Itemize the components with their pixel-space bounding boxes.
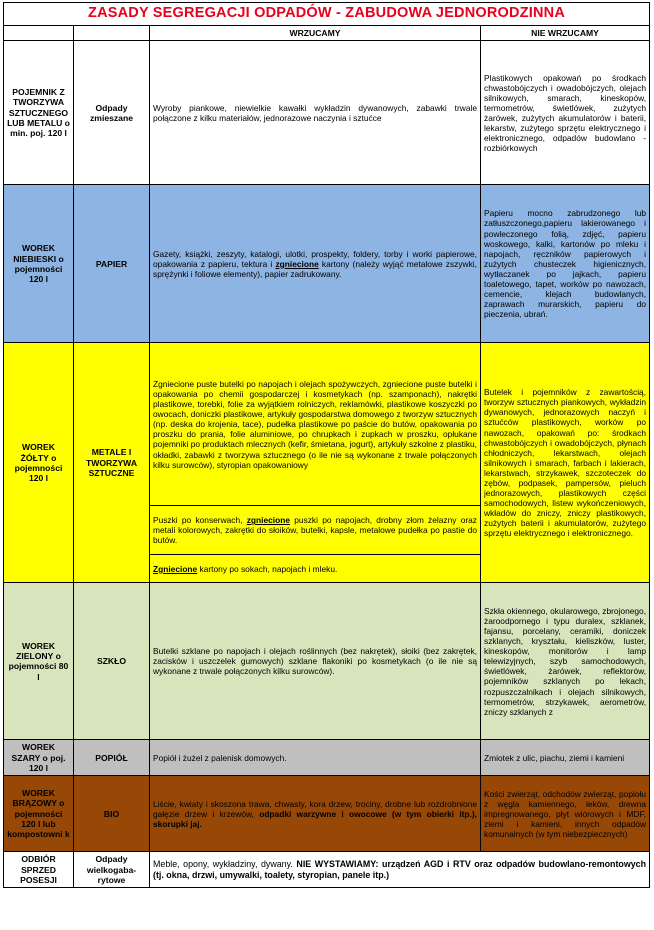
header-notput: NIE WRZUCAMY	[481, 26, 650, 41]
row-bio	[4, 776, 650, 852]
notput-cell: Zmiotek z ulic, piachu, ziemi i kamieni	[481, 740, 650, 776]
container-label: WOREK SZARY o poj. 120 l	[4, 740, 74, 776]
page-title: ZASADY SEGREGACJI ODPADÓW - ZABUDOWA JEDNORODZINNA	[4, 3, 650, 26]
put-text: Meble, opony, wykładziny, dywany.	[153, 859, 297, 870]
container-label: WOREK BRĄZOWY o pojemności 120 l lub kompostowni k	[4, 776, 74, 852]
put-cell	[150, 185, 481, 343]
category-label: METALE I TWORZYWA SZTUCZNE	[74, 343, 150, 583]
put-text: Gazety, książki, zeszyty, katalogi, ulotki, prospekty, foldery, torby i worki papierowe, opakowania z papieru, tektura i	[153, 248, 477, 269]
put-text-cont: kartony po sokach, napojach i mleku.	[197, 563, 338, 574]
category-label: SZKŁO	[74, 583, 150, 740]
category-label: Odpady wielkogaba-rytowe	[74, 852, 150, 888]
notput-cell: Butelek i pojemników z zawartością, tworzyw sztucznych piankowych, wykładzin dywanowych, jednorazowych naczyń i sztućców plastikowych, worków po nawozach, opakowań po: środkach chwastobójczych i owadobójczych, płynach chłodniczych, lekarstwach, olejach silnikowych i smarach, farbach i lakierach, lekarstwach, strzykawek, szczoteczek do zębów, podpasek, pampersów, pieluch jednorazowych, plastikowych części samochodowych, listew wykończeniowych, wkładów do zniczy, zniczy plastikowych, zużytych baterii i akumulatorów, zużytego sprzętu elektrycznego i elektronicznego.	[481, 343, 650, 583]
put-cell-metals	[150, 506, 481, 555]
container-label: WOREK NIEBIESKI o pojemności 120 l	[4, 185, 74, 343]
header-put: WRZUCAMY	[150, 26, 481, 41]
category-label: BIO	[74, 776, 150, 852]
row-mixed	[4, 41, 650, 185]
container-label: ODBIÓR SPRZED POSESJI	[4, 852, 74, 888]
put-emphasis: zgniecione	[246, 515, 290, 526]
category-label: POPIÓŁ	[74, 740, 150, 776]
row-paper	[4, 185, 650, 343]
notput-cell: Kości zwierząt, odchodów zwierząt, popiołu z węgla kamiennego, leków, drewna impregnowanego, płyt wiórowych i MDF, ziemi i kamieni, innych odpadów komunalnych (w tym niebezpiecznych)	[481, 776, 650, 852]
put-emphasis: Zgniecione	[153, 563, 198, 574]
header-empty-1	[4, 26, 74, 41]
put-cell	[150, 776, 481, 852]
put-emphasis: NIE WYSTAWIAMY: urządzeń AGD i RTV oraz odpadów budowlano-remontowych (tj. okna, drzwi, umywalki, toalety, styropian, panele itp.)	[153, 859, 647, 880]
notput-cell: Plastikowych opakowań po środkach chwastobójczych i owadobójczych, olejach silnikowych, smarach, kineskopów, termometrów, świetlówek, zużytych żarówek, zużytych akumulatorów i baterii, lekarstw, zużytego sprzętu elektrycznego i elektronicznego, odpadów budowlano - rozbiórkowych	[481, 41, 650, 185]
put-cell-cartons	[150, 555, 481, 583]
row-metal-plastic	[4, 343, 650, 506]
category-label: PAPIER	[74, 185, 150, 343]
category-label: Odpady zmieszane	[74, 41, 150, 185]
segregation-table	[3, 2, 650, 888]
notput-cell: Szkła okiennego, okularowego, zbrojonego, żaroodpornego i typu duralex, szklanek, fajansu, porcelany, ceramiki, doniczek szklanych, kryształu, kieliszków, luster, kineskopów, monitorów i lamp telewizyjnych, szyb samochodowych, świetlówek, żarówek, reflektorów, pojemników szklanych po lekach, rozpuszczalnikach i olejach silnikowych, termometrów, strzykawek, aerometrów, zniczy szklanych z	[481, 583, 650, 740]
container-label: POJEMNIK Z TWORZYWA SZTUCZNEGO LUB METALU o min. poj. 120 l	[4, 41, 74, 185]
put-text-cont: puszki po napojach, drobny złom żelazny oraz metali kolorowych, zakrętki do słoików, butelki, kapsle, metalowe pudełka po pastie do butów.	[153, 515, 477, 546]
put-cell-plastics: Zgniecione puste butelki po napojach i olejach spożywczych, zgniecione puste butelki i opakowania po chemii gospodarczej i kosmetykach (np. szamponach), nakrętki plastikowe, torebki, folie za wyjątkiem rolniczych, reklamówki, plastikowe koszyczki po owocach, doniczki plastikowe, artykuły gospodarstwa domowego z tworzyw sztucznych (np. deska do krojenia, tace), pudełka plastikowe po paście do butów, opakowania po proszku do prania, folie aluminiowe, po chrupkach i zupkach w proszku, opłukane pojemniki po produktach mlecznych (kefir, śmietana, jogurt), artykuły szkolne z plastiku, okładki, zabawki z tworzywa sztucznego (o ile nie są wykonane z trwale połączonych kilku surowców), styropian opakowaniowy	[150, 343, 481, 506]
put-emphasis: odpadki warzywne i owocowe (w tym obierki itp.), skorupki jaj.	[153, 808, 477, 829]
row-glass	[4, 583, 650, 740]
put-text-cont: kartony (należy wyjąć metalowe zszywki, sprężynki i foliowe elementy), papier zadrukowany.	[153, 258, 477, 279]
put-text: Liście, kwiaty i skoszona trawa, chwasty, kora drzew, trociny, drobne lub rozdrobnione gałęzie drzew i krzewów,	[153, 798, 477, 819]
header-empty-2	[74, 26, 150, 41]
container-label: WOREK ZIELONY o pojemności 80 l	[4, 583, 74, 740]
put-cell: Butelki szklane po napojach i olejach roślinnych (bez nakrętek), słoiki (bez zakrętek, zacisków i uszczelek gumowych) szklane flakoniki po kosmetykach (o ile nie są wykonane z trwale połączonych kilku surowców).	[150, 583, 481, 740]
put-text: Puszki po konserwach,	[153, 515, 247, 526]
put-cell: Popiół i żużel z palenisk domowych.	[150, 740, 481, 776]
put-emphasis: zgniecione	[275, 258, 319, 269]
put-cell	[150, 852, 650, 888]
row-bulky	[4, 852, 650, 888]
container-label: WOREK ŻÓŁTY o pojemności 120 l	[4, 343, 74, 583]
notput-cell: Papieru mocno zabrudzonego lub zatłuszczonego,papieru lakierowanego i powleczonego folią, zdjęć, papieru woskowego, kalki, kartonów po mleku i napojach, ręczników papierowych i zużytych chusteczek higienicznych, wytłaczanek po jajkach, papieru toaletowego, tapet, worków po nawozach, cemencie, klejach budowlanych, zaprawach murarskich, papieru do pieczenia, ubrań.	[481, 185, 650, 343]
row-ash	[4, 740, 650, 776]
put-cell: Wyroby piankowe, niewielkie kawałki wykładzin dywanowych, zabawki trwale połączone z kilku materiałów, jednorazowe naczynia i sztućce	[150, 41, 481, 185]
